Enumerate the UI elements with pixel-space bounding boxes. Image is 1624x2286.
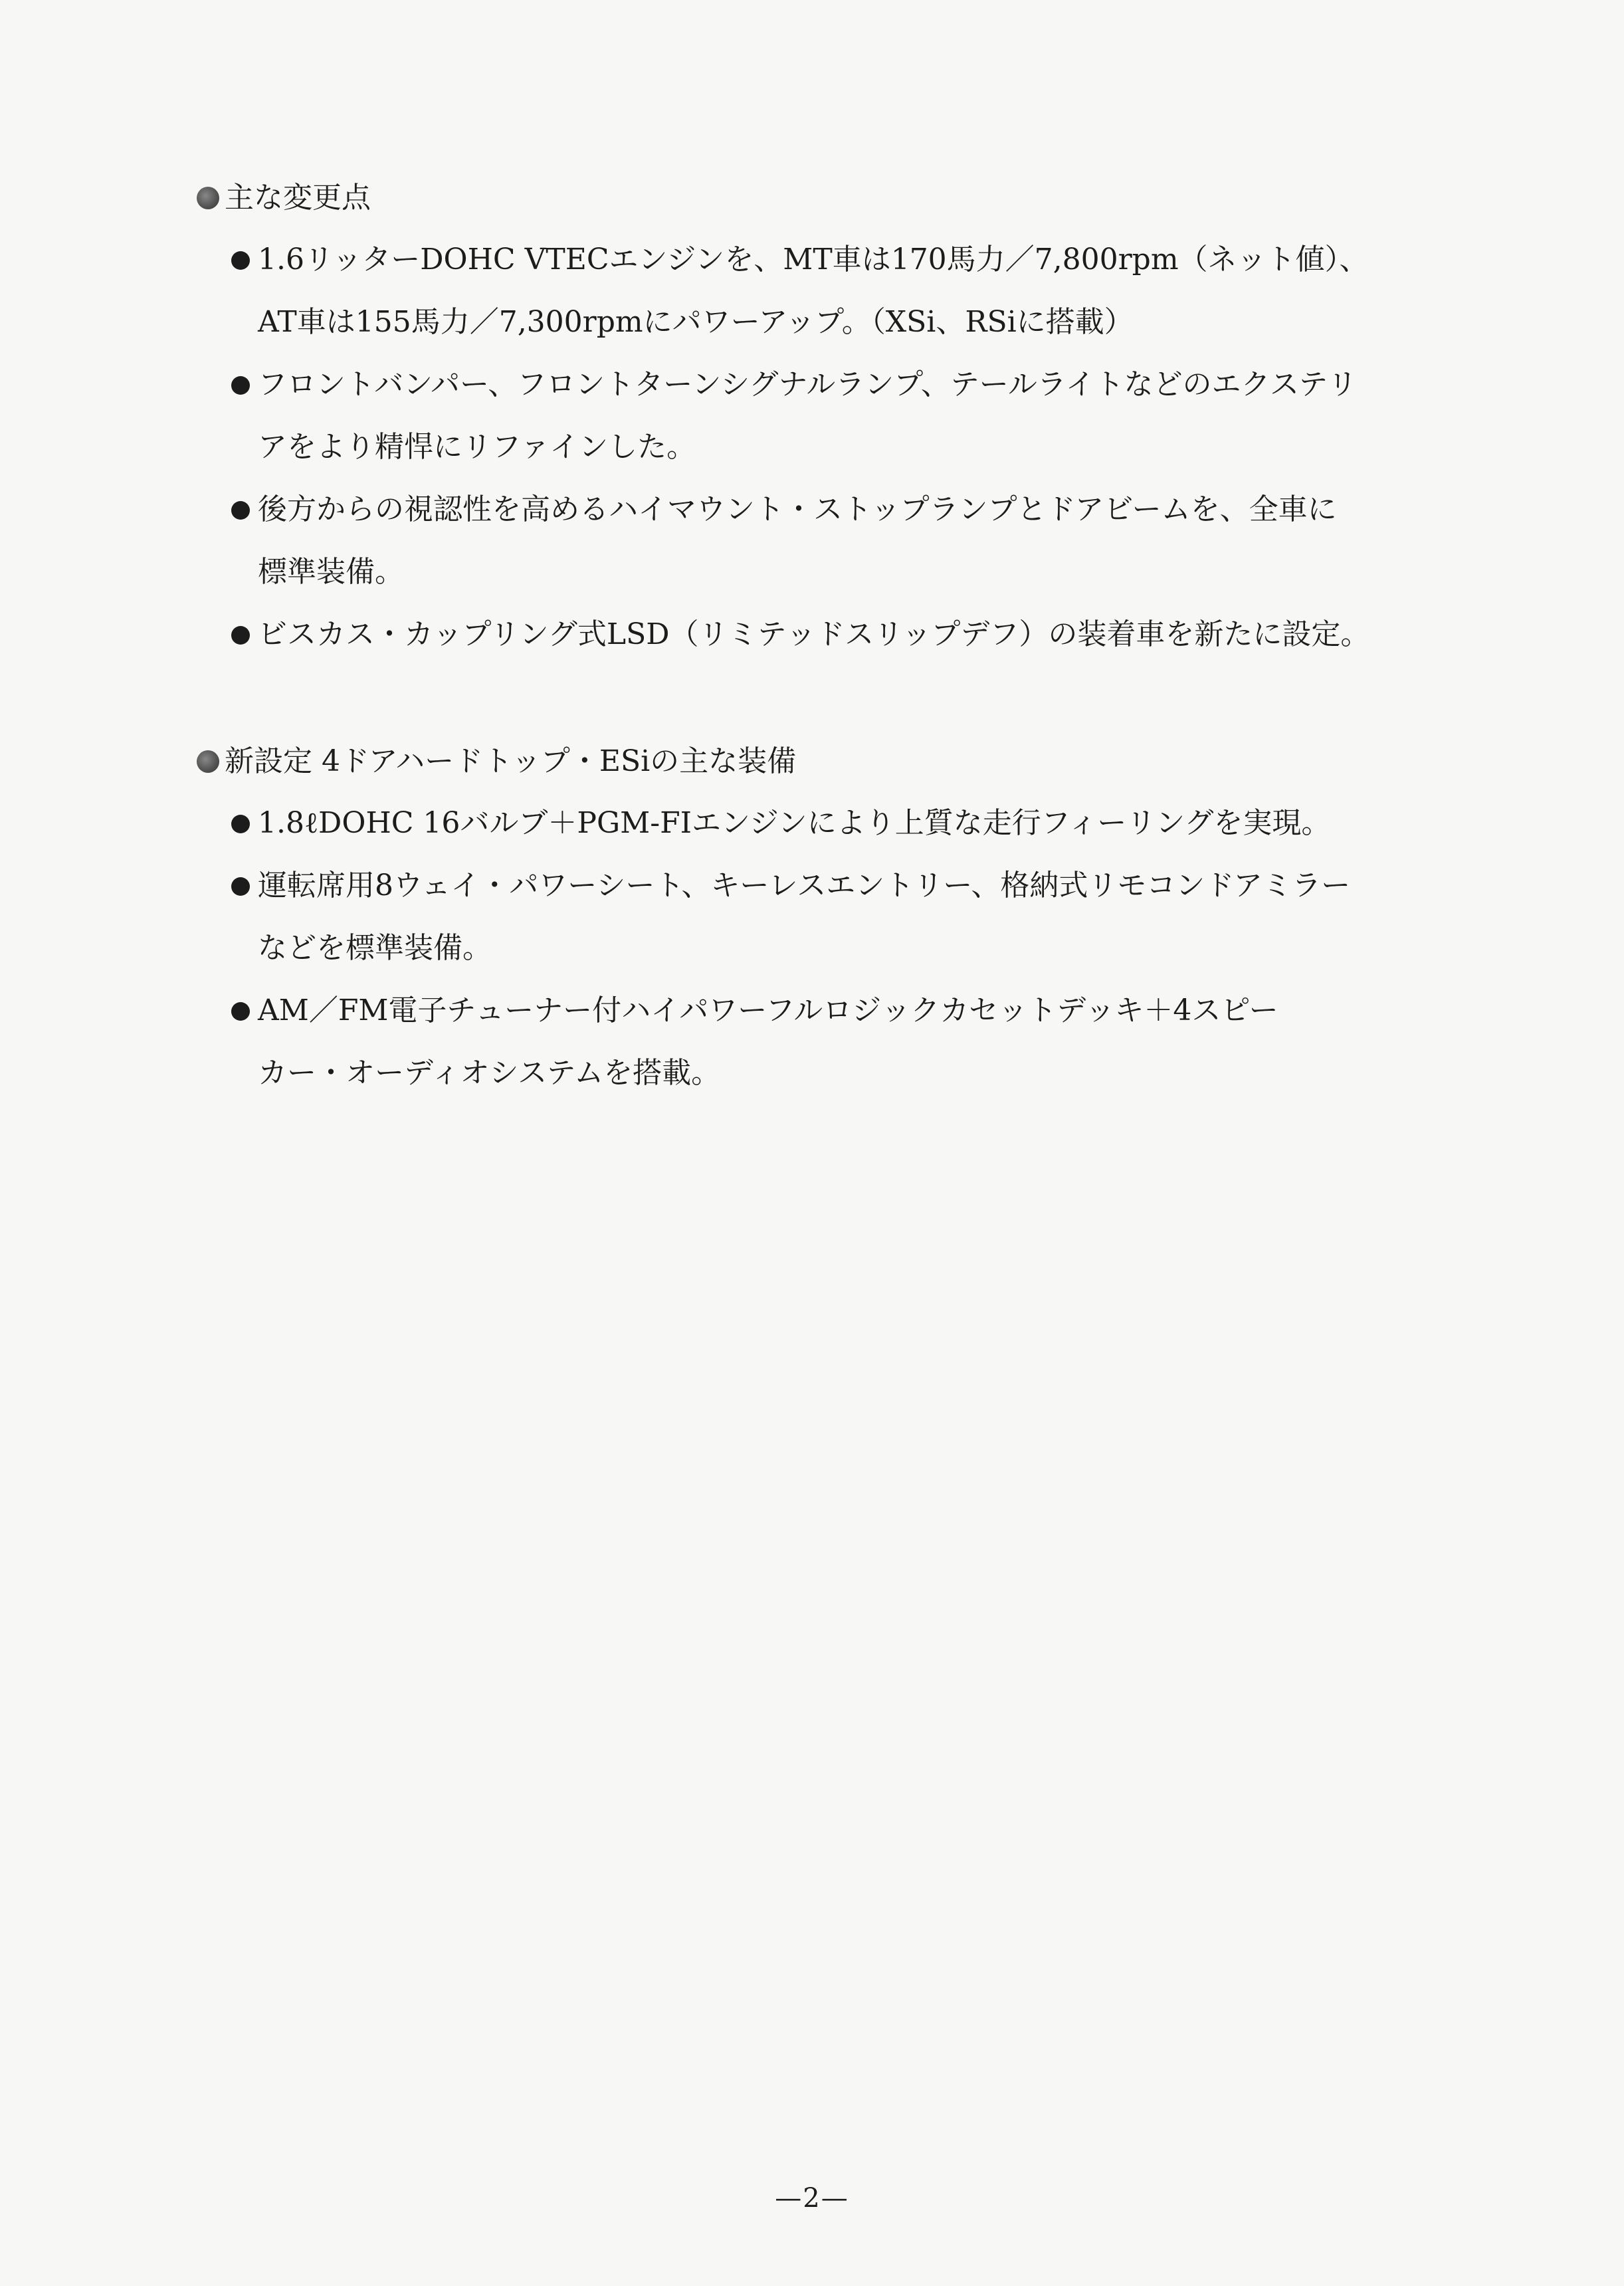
section-title: 新設定 4ドアハードトップ・ESiの主な装備 [225, 744, 797, 778]
list-item-text: 運転席用8ウェイ・パワーシート、キーレスエントリー、格納式リモコンドアミラー などを標準装備。 [258, 869, 1351, 965]
bullet-list [197, 229, 1499, 666]
list-item-text: ビスカス・カップリング式LSD（リミテッドスリップデフ）の装着車を新たに設定。 [258, 617, 1370, 651]
section-marker-icon [197, 187, 219, 209]
bullet-icon [231, 626, 250, 645]
list-item-text: AM／FM電子チューナー付ハイパワーフルロジックカセットデッキ＋4スピー カー・オーディオシステムを搭載。 [258, 993, 1278, 1090]
section-heading [197, 167, 1499, 229]
list-item [231, 855, 1492, 980]
page-number: —2— [775, 2183, 849, 2214]
list-item [231, 603, 1492, 666]
list-item-text: フロントバンパー、フロントターンシグナルランプ、テールライトなどのエクステリ アをより精悍にリファインした。 [258, 367, 1358, 464]
bullet-icon [231, 815, 250, 833]
bullet-icon [231, 1002, 250, 1021]
bullet-icon [231, 501, 250, 520]
list-item [231, 478, 1492, 603]
section-marker-icon [197, 750, 219, 773]
section-title: 主な変更点 [225, 181, 371, 215]
bullet-icon [231, 877, 250, 896]
list-item [231, 792, 1492, 855]
bullet-icon [231, 376, 250, 395]
list-item-text: 1.8ℓDOHC 16バルブ＋PGM-FIエンジンにより上質な走行フィーリングを実現。 [258, 806, 1331, 840]
list-item [231, 354, 1492, 478]
list-item-text: 1.6リッターDOHC VTECエンジンを、MT車は170馬力／7,800rpm（ネット値）、 AT車は155馬力／7,300rpmにパワーアップ。（XSi、RSiに搭載） [258, 243, 1369, 339]
bullet-icon [231, 251, 250, 270]
list-item-text: 後方からの視認性を高めるハイマウント・ストップランプとドアビームを、全車に 標準装備。 [258, 492, 1337, 589]
section-new-esi-equipment [197, 731, 1499, 1104]
list-item [231, 980, 1492, 1104]
section-main-changes [197, 167, 1499, 666]
section-heading [197, 731, 1499, 792]
list-item [231, 229, 1492, 354]
bullet-list [197, 792, 1499, 1104]
